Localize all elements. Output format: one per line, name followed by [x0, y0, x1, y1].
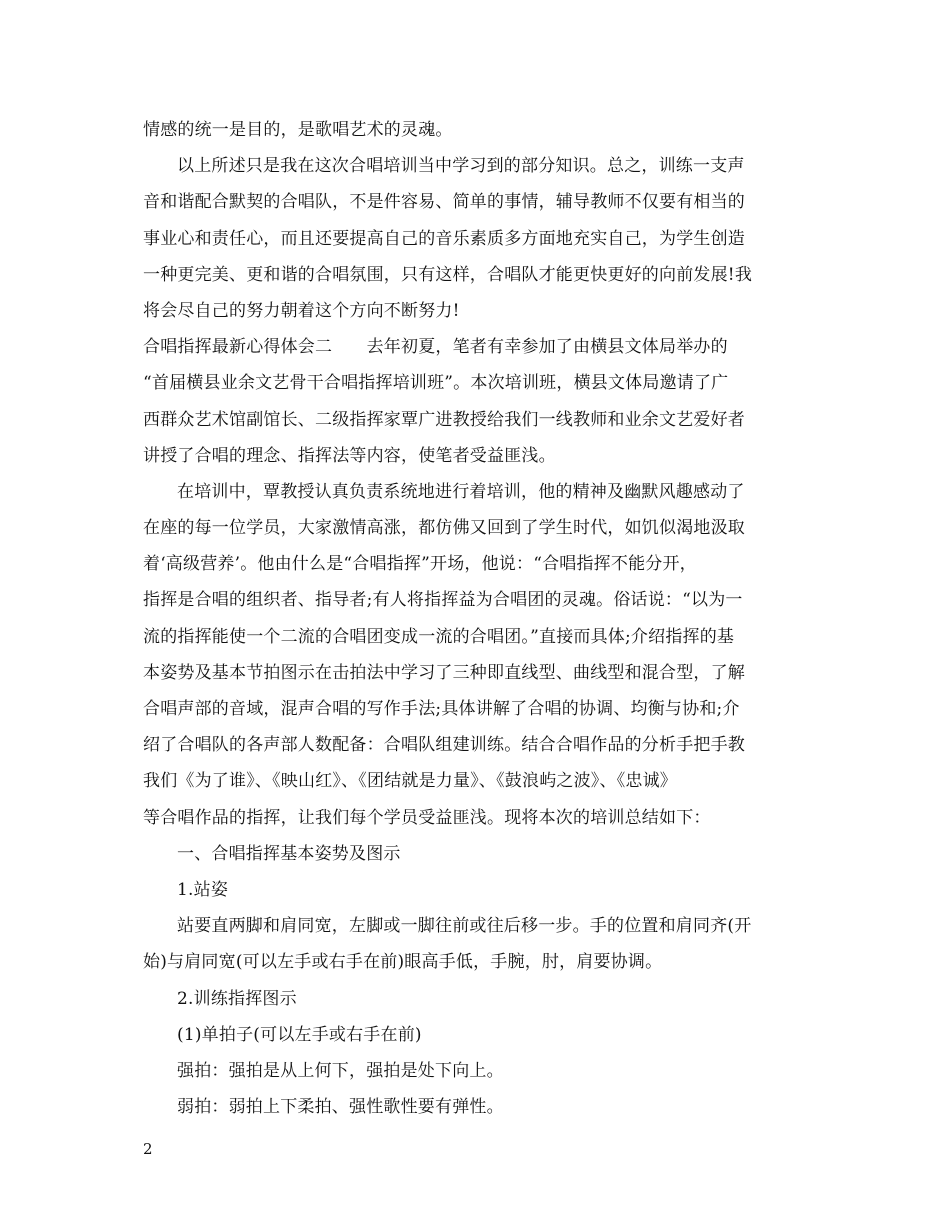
text-line: 弱拍：弱拍上下柔拍、强性歌性要有弹性。 — [177, 1097, 504, 1118]
text-line: 合唱声部的音域，混声合唱的写作手法;具体讲解了合唱的协调、均衡与协和;介 — [143, 699, 740, 719]
text-line: 本姿势及基本节拍图示在击拍法中学习了三种即直线型、曲线型和混合型，了解 — [143, 662, 745, 683]
document-body — [143, 112, 808, 1125]
text-line: 一种更完美、更和谐的合唱氛围，只有这样，合唱队才能更快更好的向前发展!我 — [143, 264, 753, 285]
text-line: 等合唱作品的指挥，让我们每个学员受益匪浅。现将本次的培训总结如下： — [143, 807, 711, 828]
text-line: 着‘高级营养’。他由什么是“合唱指挥”开场，他说：“合唱指挥不能分开， — [143, 554, 697, 575]
text-line: 事业心和责任心，而且还要提高自己的音乐素质多方面地充实自己，为学生创造 — [143, 228, 745, 249]
page-number: 2 — [143, 1140, 153, 1158]
section-heading: 一、合唱指挥基本姿势及图示 — [177, 843, 401, 864]
text-line: 强拍：强拍是从上何下，强拍是处下向上。 — [177, 1060, 504, 1081]
text-line: 绍了合唱队的各声部人数配备：合唱队组建训练。结合合唱作品的分析手把手教 — [143, 735, 745, 756]
text-line: “首届横县业余文艺骨干合唱指挥培训班”。本次培训班，横县文体局邀请了广 — [143, 373, 729, 394]
text-line: 讲授了合唱的理念、指挥法等内容，使笔者受益匪浅。 — [143, 445, 556, 466]
text-line: 在培训中，覃教授认真负责系统地进行着培训，他的精神及幽默风趣感动了 — [177, 481, 745, 502]
text-line: 以上所述只是我在这次合唱培训当中学习到的部分知识。总之，训练一支声 — [177, 156, 745, 177]
text-line: 将会尽自己的努力朝着这个方向不断努力! — [143, 300, 460, 321]
text-line: 始)与肩同宽(可以左手或右手在前)眼高手低，手腕，肘，肩要协调。 — [143, 952, 663, 973]
subsection-heading: 1.站姿 — [177, 879, 229, 900]
text-line: 指挥是合唱的组织者、指导者;有人将指挥益为合唱团的灵魂。俗话说：“以为一 — [143, 590, 743, 611]
text-line: 我们《为了谁》、《映山红》、《团结就是力量》、《鼓浪屿之波》、《忠诚》 — [143, 771, 677, 792]
text-line: 站要直两脚和肩同宽，左脚或一脚往前或往后移一步。手的位置和肩同齐(开 — [177, 916, 752, 937]
subsection-heading: 2.训练指挥图示 — [177, 988, 297, 1009]
text-line: 流的指挥能使一个二流的合唱团变成一流的合唱团。”直接而具体;介绍指挥的基 — [143, 626, 735, 647]
text-line: 音和谐配合默契的合唱队，不是件容易、简单的事情，辅导教师不仅要有相当的 — [143, 192, 745, 213]
text-line: 情感的统一是目的，是歌唱艺术的灵魂。 — [143, 120, 453, 140]
text-line: 在座的每一位学员，大家激情高涨，都仿佛又回到了学生时代，如饥似渴地汲取 — [143, 518, 745, 539]
list-heading: (1)单拍子(可以左手或右手在前) — [177, 1024, 422, 1045]
text-line: 西群众艺术馆副馆长、二级指挥家覃广进教授给我们一线教师和业余文艺爱好者 — [143, 409, 745, 430]
section-heading-line: 合唱指挥最新心得体会二 去年初夏，笔者有幸参加了由横县文体局举办的 — [143, 337, 728, 358]
